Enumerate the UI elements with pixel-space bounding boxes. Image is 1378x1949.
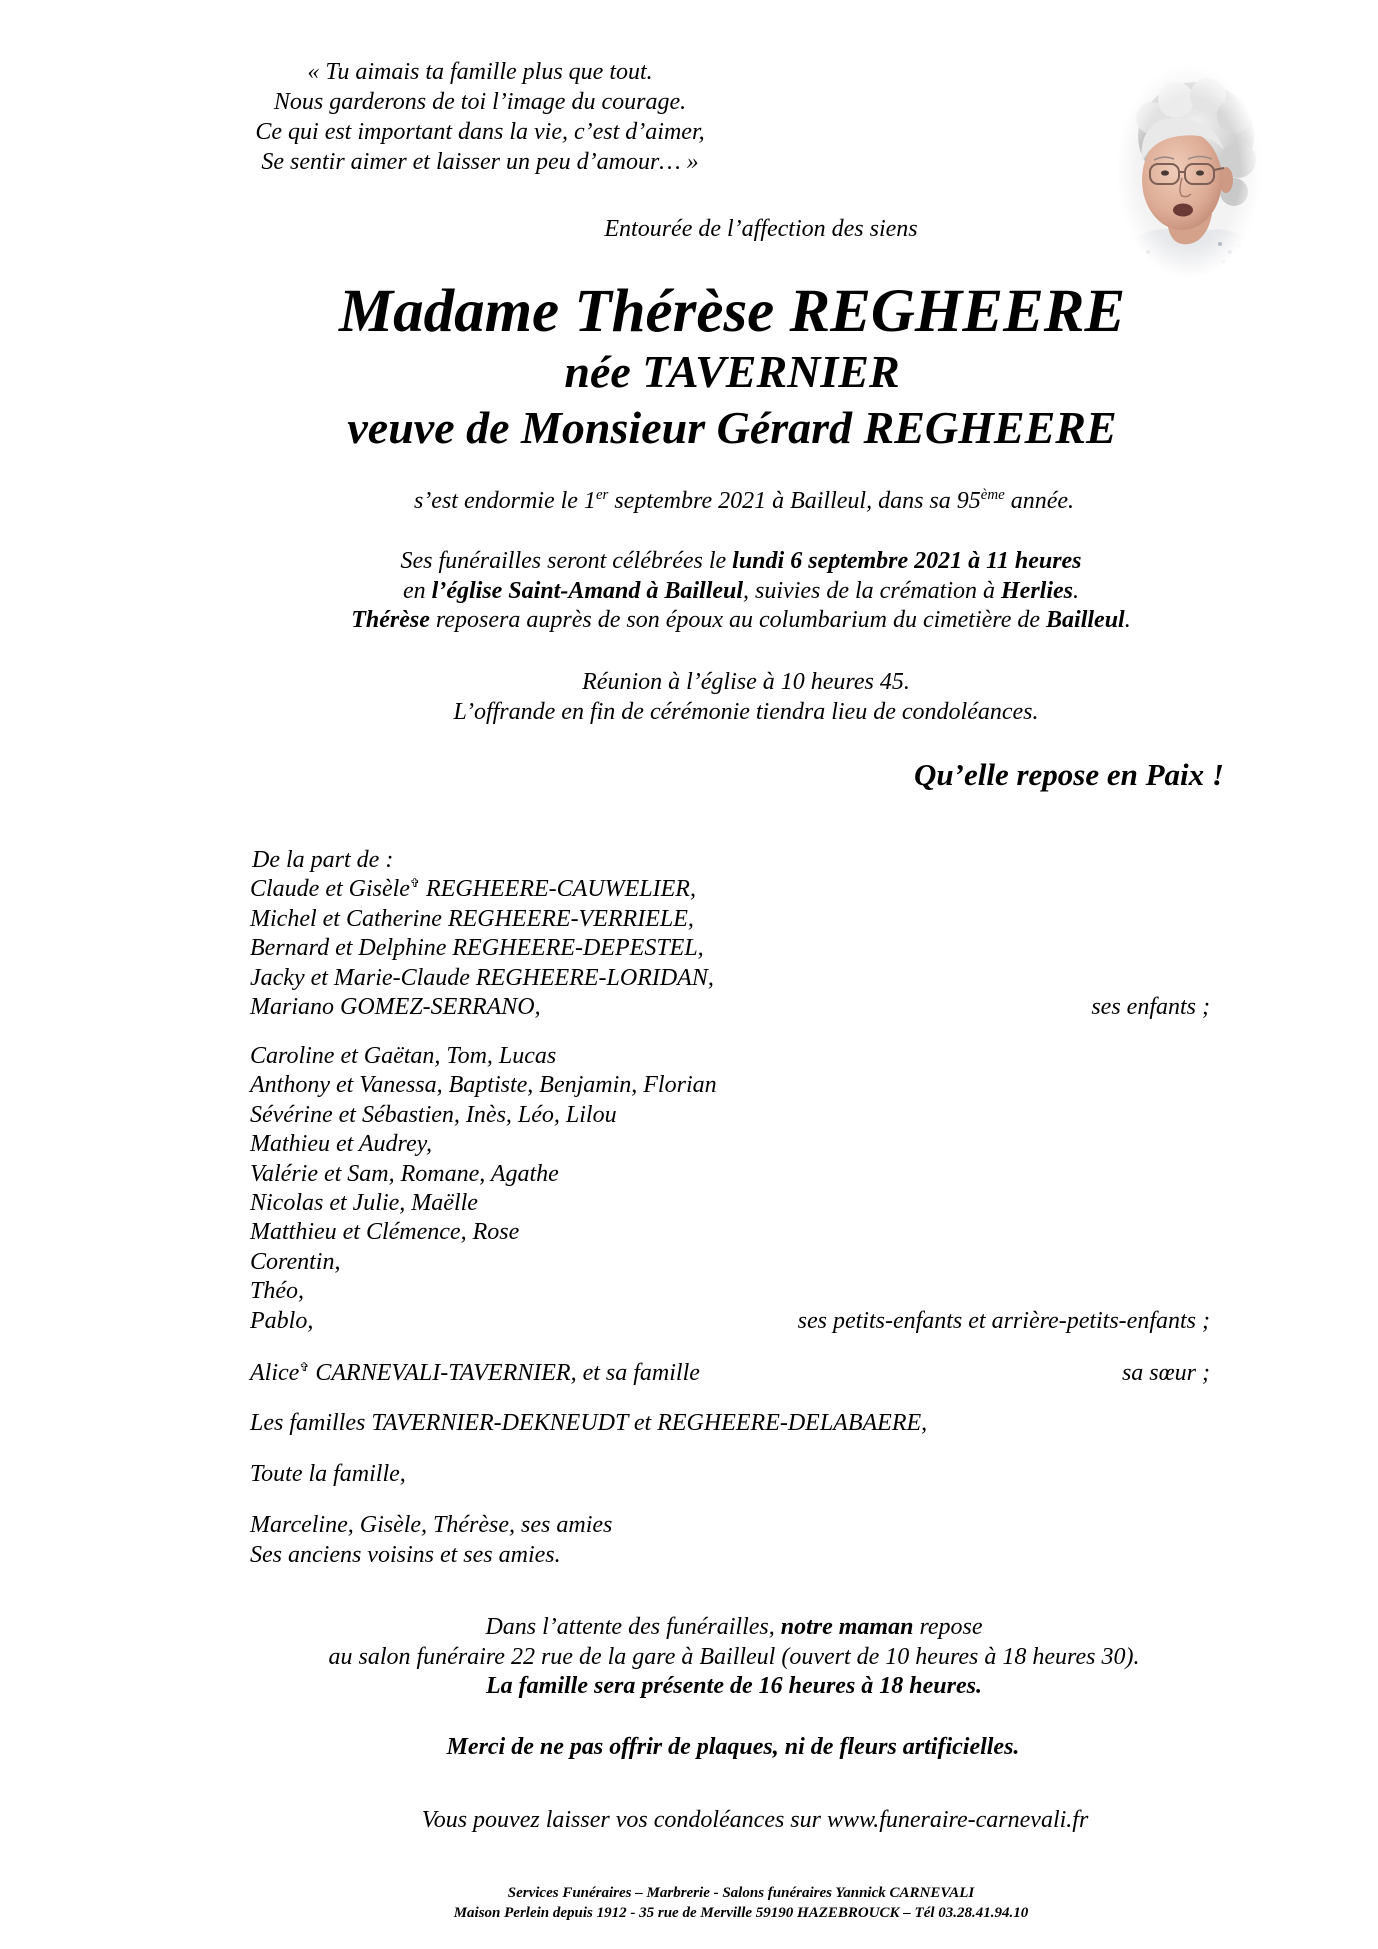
sister-line: [250, 1358, 700, 1388]
family-line: Valérie et Sam, Romane, Agathe: [250, 1160, 559, 1187]
visitation-line: au salon funéraire 22 rue de la gare à Bailleul (ouvert de 10 heures à 18 heures 30).: [328, 1643, 1140, 1670]
children-relation: ses enfants ;: [1091, 994, 1210, 1020]
maiden-name: née TAVERNIER: [564, 346, 900, 397]
children-list: [250, 846, 714, 1022]
funeral-text: .: [1072, 577, 1079, 604]
first-name: Thérèse: [351, 607, 430, 633]
visitation-text: repose: [913, 1614, 983, 1640]
passing-text: s’est endormie le 1: [413, 488, 596, 514]
family-line: Bernard et Delphine REGHEERE-DEPESTEL,: [250, 935, 704, 962]
condolences-line: Vous pouvez laisser vos condoléances sur www.funeraire-carnevali.fr: [421, 1807, 1089, 1833]
friends-line: Ses anciens voisins et ses amies.: [250, 1542, 561, 1568]
sister-relation: sa sœur ;: [1121, 1360, 1210, 1386]
day-suffix: er: [595, 487, 609, 503]
funeral-text: en: [403, 577, 432, 604]
family-line: Corentin,: [250, 1248, 341, 1275]
footer-line: Services Funéraires – Marbrerie - Salons funéraires Yannick CARNEVALI: [507, 1885, 975, 1901]
from-label: De la part de :: [252, 847, 394, 873]
sister-rest: CARNEVALI-TAVERNIER, et sa famille: [309, 1360, 700, 1386]
funeral-info: [351, 547, 1130, 636]
family-line: Pablo,: [250, 1307, 314, 1334]
sister-name: Alice: [250, 1360, 300, 1386]
passing-line: [414, 486, 1074, 516]
visitation-hours: La famille sera présente de 16 heures à 18 heures.: [486, 1673, 982, 1699]
funeral-date: lundi 6 septembre 2021 à 11 heures: [732, 548, 1082, 574]
quote-line: Se sentir aimer et laisser un peu d’amour… »: [261, 149, 699, 175]
quote-line: Nous garderons de toi l’image du courage.: [273, 89, 687, 115]
family-line: Théo,: [250, 1278, 304, 1305]
friends-line: Marceline, Gisèle, Thérèse, ses amies: [250, 1512, 613, 1538]
family-line: [250, 875, 714, 904]
widow-of: veuve de Monsieur Gérard REGHEERE: [347, 402, 1117, 453]
grandchildren-list: [250, 1042, 717, 1336]
family-line: Nicolas et Julie, Maëlle: [250, 1190, 478, 1217]
grandchildren-relation: ses petits-enfants et arrière-petits-enfants ;: [797, 1308, 1210, 1334]
funeral-line: [351, 606, 1130, 636]
family-line: Caroline et Gaëtan, Tom, Lucas: [250, 1043, 557, 1069]
closing-wish: Qu’elle repose en Paix !: [914, 757, 1224, 792]
visitation-info: [329, 1613, 1140, 1702]
family-line: Matthieu et Clémence, Rose: [250, 1219, 520, 1246]
visitation-line: [329, 1613, 1140, 1643]
family-line: Mariano GOMEZ-SERRANO,: [250, 994, 541, 1021]
visitation-who: notre maman: [780, 1614, 914, 1640]
friends-list: [250, 1510, 612, 1570]
gathering-line: Réunion à l’église à 10 heures 45.: [582, 669, 910, 695]
family-line: Anthony et Vanessa, Baptiste, Benjamin, Florian: [250, 1072, 717, 1099]
gathering-line: L’offrande en fin de cérémonie tiendra lieu de condoléances.: [453, 699, 1039, 725]
funeral-home-footer: [454, 1883, 1029, 1923]
family-line: Sévérine et Sébastien, Inès, Léo, Lilou: [250, 1101, 617, 1128]
crematorium-place: Herlies: [1000, 577, 1073, 604]
cemetery-place: Bailleul: [1046, 607, 1125, 633]
deceased-cross-icon: ✞: [299, 1360, 310, 1374]
family-line: Mathieu et Audrey,: [250, 1131, 432, 1158]
funeral-line: [351, 577, 1130, 607]
quote-line: Ce qui est important dans la vie, c’est d’aimer,: [255, 119, 705, 145]
visitation-text: Dans l’attente des funérailles,: [485, 1614, 781, 1640]
flowers-request: Merci de ne pas offrir de plaques, ni de fleurs artificielles.: [446, 1734, 1020, 1760]
funeral-text: , suivies de la crémation à: [743, 577, 1001, 604]
quote-line: « Tu aimais ta famille plus que tout.: [307, 59, 653, 85]
funeral-text: reposera auprès de son époux au columbarium du cimetière de: [429, 607, 1047, 633]
child-names: Claude et Gisèle: [250, 876, 410, 903]
funeral-line: [351, 547, 1130, 577]
family-line: Jacky et Marie-Claude REGHEERE-LORIDAN,: [250, 964, 714, 991]
child-surname: REGHEERE-CAUWELIER,: [420, 876, 696, 903]
passing-text: année.: [1004, 488, 1075, 514]
passing-text: septembre 2021 à Bailleul, dans sa 95: [608, 488, 981, 514]
deceased-name: Madame Thérèse REGHEERE: [338, 278, 1126, 345]
portrait-mouth: [1173, 204, 1193, 217]
funeral-text: .: [1124, 607, 1131, 633]
family-line: Michel et Catherine REGHEERE-VERRIELE,: [250, 905, 694, 932]
families-line: Les familles TAVERNIER-DEKNEUDT et REGHEERE-DELABAERE,: [250, 1410, 928, 1436]
funeral-text: Ses funérailles seront célébrées le: [400, 548, 733, 574]
deceased-cross-icon: ✞: [409, 876, 421, 891]
whole-family-line: Toute la famille,: [250, 1461, 406, 1487]
portrait-photo: [1116, 64, 1262, 278]
memorial-quote: [255, 57, 704, 177]
church-name: l’église Saint-Amand à Bailleul: [431, 577, 744, 604]
intro-line: Entourée de l’affection des siens: [604, 216, 918, 242]
gathering-info: [454, 667, 1039, 727]
age-suffix: ème: [980, 487, 1005, 503]
footer-line: Maison Perlein depuis 1912 - 35 rue de Merville 59190 HAZEBROUCK – Tél 03.28.41.94.10: [453, 1905, 1029, 1921]
